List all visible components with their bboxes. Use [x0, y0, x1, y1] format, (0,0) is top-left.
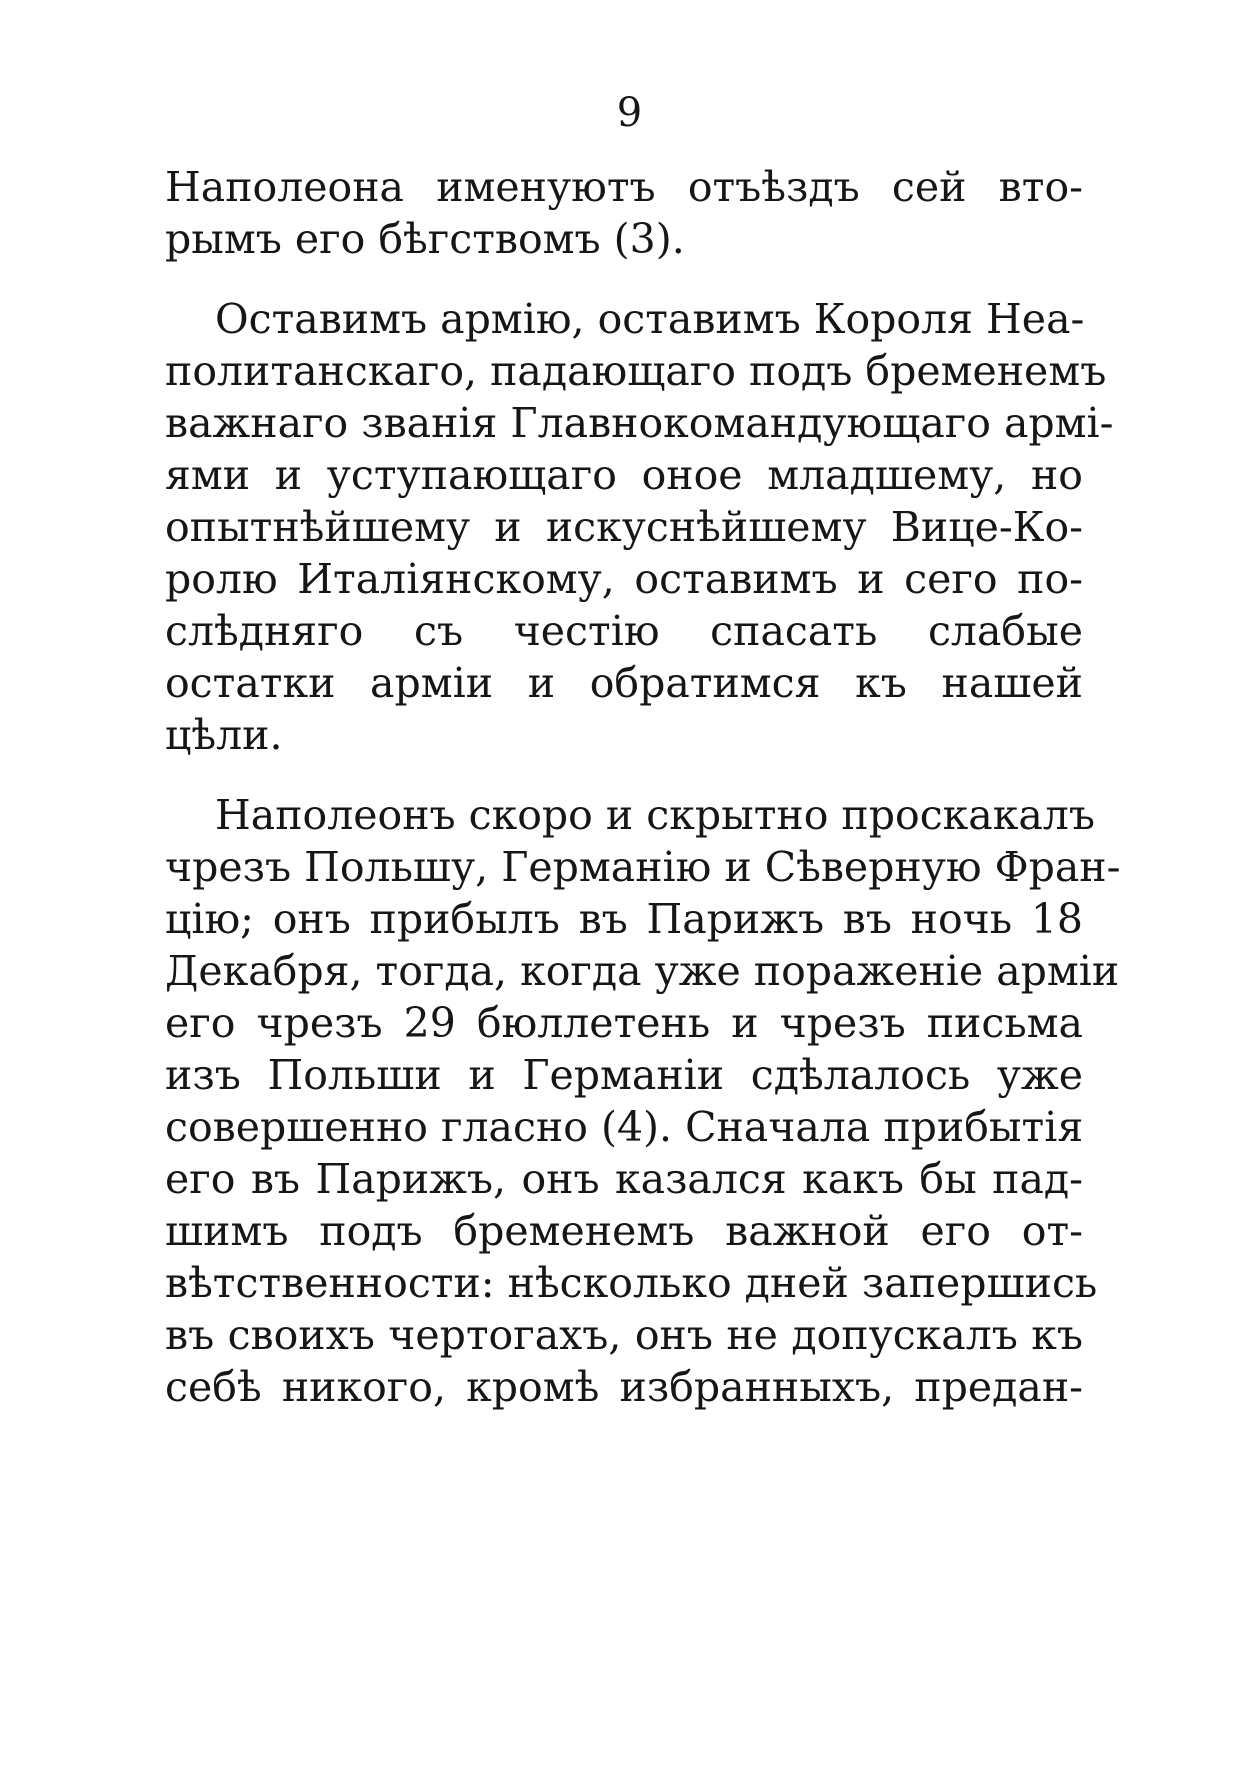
text-line: себѣ никого, кромѣ избранныхъ, предан-	[165, 1363, 1083, 1411]
text-line: цѣли.	[165, 711, 283, 759]
text-line: политанскаго, падающаго подъ бременемъ	[165, 347, 1107, 395]
text-line: Наполеонъ скоро и скрытно проскакалъ	[215, 791, 1095, 839]
text-line: его чрезъ 29 бюллетень и чрезъ письма	[165, 999, 1083, 1047]
text-line: важнаго званія Главнокомандующаго армі-	[165, 399, 1114, 447]
text-line: чрезъ Польшу, Германію и Сѣверную Фран-	[165, 843, 1121, 891]
text-line: въ своихъ чертогахъ, онъ не допускалъ къ	[165, 1311, 1083, 1359]
text-line: цію; онъ прибылъ въ Парижъ въ ночь 18	[165, 895, 1083, 943]
text-line: совершенно гласно (4). Сначала прибытія	[165, 1103, 1084, 1151]
text-line: шимъ подъ бременемъ важной его от-	[165, 1207, 1083, 1255]
text-line: ролю Италіянскому, оставимъ и сего по-	[165, 555, 1083, 603]
text-line: его въ Парижъ, онъ казался какъ бы пад-	[165, 1155, 1083, 1203]
text-line: Наполеона именуютъ отъѣздъ сей вто-	[165, 163, 1083, 211]
text-line: опытнѣйшему и искуснѣйшему Вице-Ко-	[165, 503, 1083, 551]
text-line: вѣтственности: нѣсколько дней запершись	[165, 1259, 1098, 1307]
text-line: слѣдняго съ честію спасать слабые	[165, 607, 1083, 655]
text-line: изъ Польши и Германіи сдѣлалось уже	[165, 1051, 1083, 1099]
text-line: Декабря, тогда, когда уже пораженіе арміи	[165, 947, 1120, 995]
page-number: 9	[616, 90, 643, 136]
text-line: рымъ его бѣгствомъ (3).	[165, 215, 685, 263]
text-line: остатки арміи и обратимся къ нашей	[165, 659, 1083, 707]
text-line: ями и уступающаго оное младшему, но	[165, 451, 1083, 499]
text-line: Оставимъ армію, оставимъ Короля Неа-	[215, 295, 1085, 343]
